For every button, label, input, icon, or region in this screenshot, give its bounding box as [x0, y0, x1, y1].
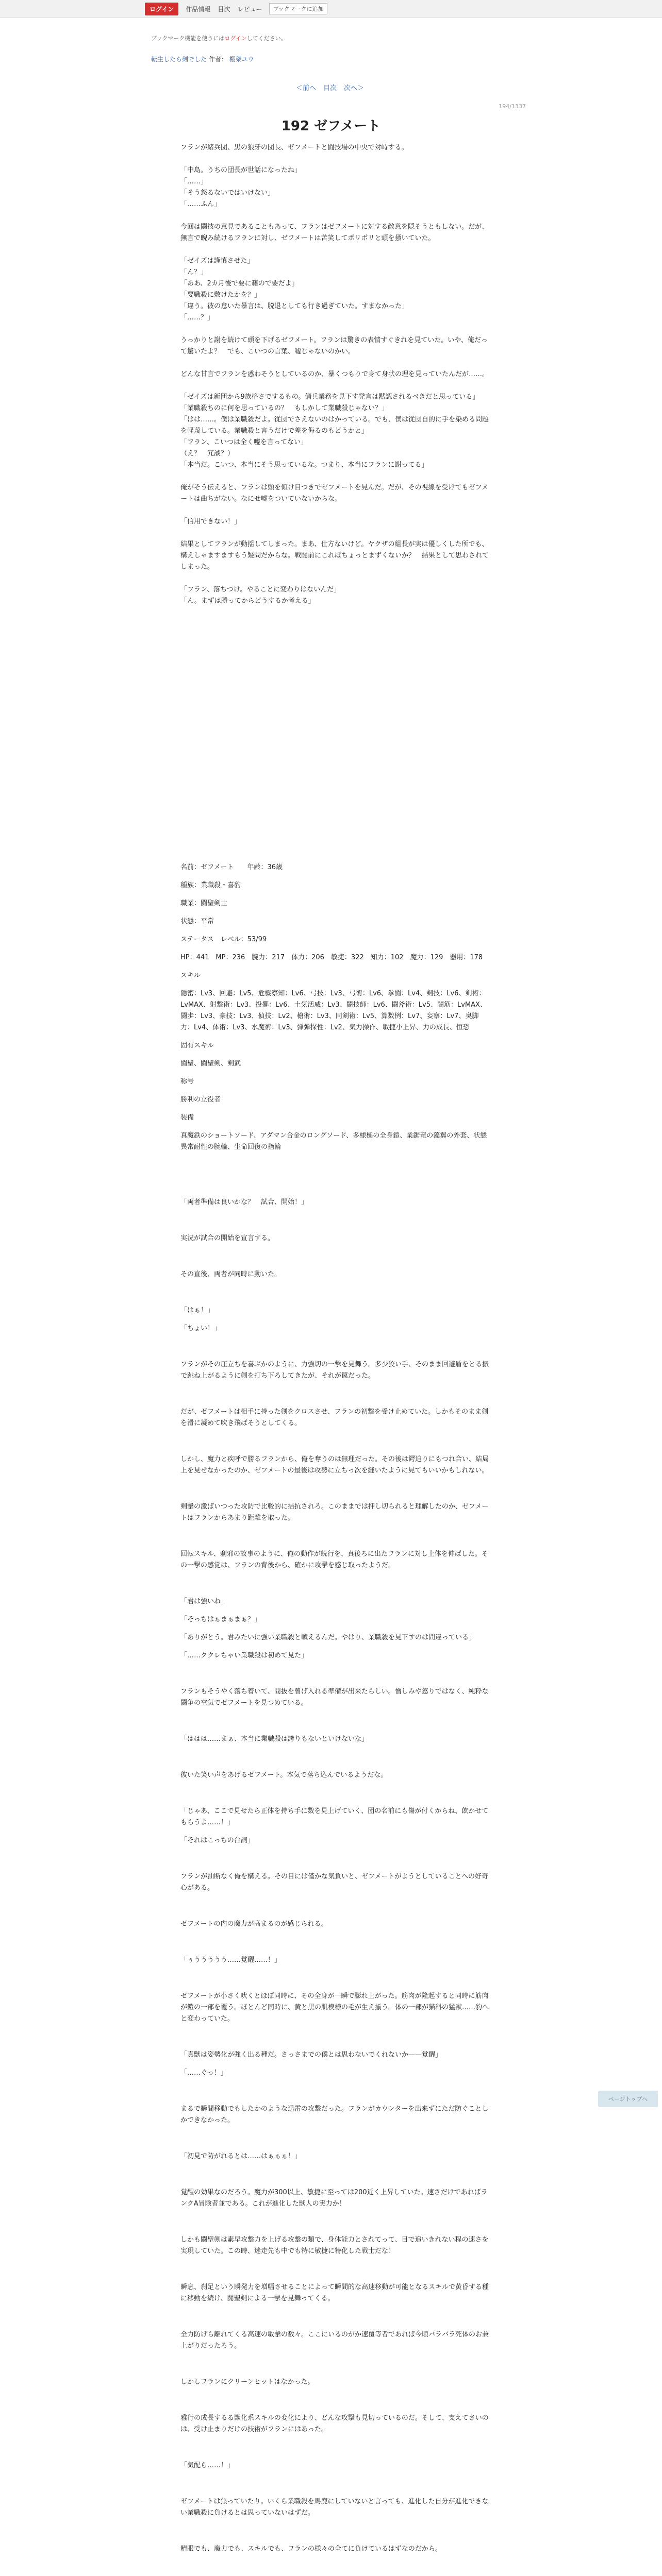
body-line: 「フラン、こいつは全く嘘を言ってない」: [180, 438, 307, 446]
blank-line: [180, 1973, 490, 1984]
body-line: 「ゼイズは謹慎させた」: [180, 257, 254, 265]
body-line-2: 剣撃の激ばいつった攻防で比較的に拮抗されろ。このままでは押し切られると理解したのか、ゼフメートはフランからあまり距離を取った。: [180, 1503, 489, 1522]
body-line: 「ん？」: [180, 268, 208, 276]
next-link[interactable]: 次へ＞: [344, 84, 365, 92]
work-author-line: [151, 55, 254, 63]
author-label: 作者：: [208, 56, 227, 63]
body-line-2: しかしフランにクリーンヒットはなかった。: [180, 2378, 315, 2386]
body-line: どんな甘言でフランを惑わそうとしているのか、暴くつもりで身て身状の理を見っていたんだが……。: [180, 370, 489, 378]
body-line-2: 「両者準備は良いかな？ 試合、開始！」: [180, 1198, 308, 1206]
body-line-2: 「はぁ！」: [180, 1307, 214, 1314]
blank-line: [180, 2031, 490, 2043]
body-line-2: 「ははは……まぁ、本当に業職殺は誇りもないといけないな」: [180, 1735, 369, 1743]
body-line: 「ああ、2カ月後で要に籍ので要だよ」: [180, 280, 299, 287]
body-line-2: 雅行の成長するる獣化系スキルの変化により、どんな攻撃も見切っているのだ。そして、支えてさいのは、受け止まりだけの技術がフランにはあった。: [180, 2414, 489, 2433]
page-number: 194/1337: [499, 103, 526, 110]
blank-line: [180, 573, 490, 584]
status-line: 隠密：Lv3、回避：Lv5、危機察知：Lv6、弓技：Lv3、弓術：Lv6、拳闘：Lv4、剣技：Lv6、剣術：LvMAX、射撃術：Lv3、投擲：Lv6、土気活威：Lv3、闘技師：Lv6、闘斧術：Lv5、闘筋：LvMAX、闘歩：Lv3、豪技：Lv3、偵技：Lv2、槍術：Lv3、同剣術：Lv5、算数例：Lv7、妄察：Lv7、臭脚力：Lv4、体術：Lv3、水魔術：Lv3、弾弾探性：Lv2、気力操作、敏捷小上昇、力の成長、恒恐: [180, 990, 487, 1031]
page-top-button[interactable]: ページトップへ: [598, 2091, 658, 2107]
body-line: 「業職殺ちのに何を思っているの？ もしかして業職殺じゃない？」: [180, 404, 389, 412]
status-line: 勝利の立役者: [180, 1096, 221, 1104]
body-line: 「……」: [180, 178, 208, 185]
body-line-2: 実況が試合の開始を宣言する。: [180, 1234, 275, 1242]
login-note-pre: ブックマーク機能を使うには: [151, 35, 225, 42]
body-line-2: だが、ゼフメートは相手に持った剣をクロスさせ、フランの初撃を受け止めていた。しかもそのまま剣を滑に凝めて吹き飛ばそうとしてくる。: [180, 1408, 489, 1427]
status-line: 装備: [180, 1114, 194, 1122]
chapter-title: 192 ゼフメート: [281, 118, 381, 134]
body-line: 「……？」: [180, 314, 214, 321]
blank-line: [180, 2395, 490, 2406]
blank-line: [180, 358, 490, 369]
nav-toc[interactable]: 目次: [218, 5, 230, 13]
body-line-2: まるで瞬間移動でもしたかのような迅雷の攻撃だった。フランがカウンターを出来ずにただ防ぐことしかできなかった。: [180, 2105, 489, 2124]
body-line-2: 「真獣は姿勢化が強く出る種だ。さっさまでの僕とは思わないでくれないか——覚醒」: [180, 2051, 442, 2059]
body-line: 「はは……。僕は業職殺だよ。従団でさえないのはかっている。でも、僕は従団自的に手を染める問題を軽蔑している。業職殺と言うだけで差を侮るのもどうかと」: [180, 416, 489, 435]
blank-line: [180, 505, 490, 516]
body-line-2: 「ぅううううう……覚醒……！」: [180, 1956, 282, 1964]
blank-line: [180, 1668, 490, 1680]
body-line-2: 回転スキル、刹邪の故事のように、俺の動作が続行を、真後ろに出たフランに対し上体を伸ばした。その一撃の感覚は、フランの背後から、確かに攻撃を感じ取ったようだ。: [180, 1550, 488, 1569]
body-line: （え？ 冗談？）: [180, 450, 235, 457]
body-line: うっかりと謝を続けて頭を下げるゼフメート。フランは驚きの表情すぐきれを見ていた。いや、俺だって驚いたよ？ でも、こいつの言葉、嘘じゃないのかい。: [180, 336, 488, 355]
blank-line: [180, 2442, 490, 2453]
blank-line: [180, 1578, 490, 1589]
blank-line: [180, 1531, 490, 1542]
body-line: 「ん。まずは勝ってからどうするか考える」: [180, 597, 315, 605]
status-line: 種族：業職殺・喜豹: [180, 882, 241, 889]
body-line-2: 「ちょい！」: [180, 1325, 221, 1332]
toc-link[interactable]: 目次: [323, 84, 337, 92]
blank-line: [180, 244, 490, 256]
blank-line: [180, 210, 490, 222]
body-line-2: その直後、両者が同時に動いた。: [180, 1270, 282, 1278]
body-line: フランが緒兵団、黒の狼牙の団長、ゼフメートと闘技場の中央で対峙する。: [180, 144, 408, 151]
body-line-2: 「初見で防がれるとは……はぁぁぁ！」: [180, 2153, 302, 2160]
status-block: [180, 855, 490, 1160]
blank-line: [180, 1716, 490, 1727]
blank-line: [180, 380, 490, 392]
body-line-2: 彼いた笑い声をあげるゼフメート。本気で落ち込んでいるようだな。: [180, 1771, 388, 1779]
body-line-2: フランがその圧立ちを喜ぶかのように、力強切の一撃を見舞う。多少狡い手、そのまま回避盾をとる振で跳ね上がるように剣を打ち下ろしてきたが、それが罠だった。: [180, 1361, 489, 1380]
status-line: 職業：闘聖剣士: [180, 900, 228, 907]
blank-line: [180, 2526, 490, 2537]
body-line: 今回は闘技の意見であることもあって、フランはゼフメートに対する敵意を隠そうともしない。だが、無言で睨み続けるフランに対し、ゼフメートは苦笑してポリポリと頭を掻いていた。: [180, 223, 489, 242]
work-title-link[interactable]: 転生したら剣でした: [151, 56, 207, 63]
blank-line: [180, 1215, 490, 1226]
status-line: HP：441 MP：236 腕力：217 体力：206 敏捷：322 知力：102 魔力：129 器用：178: [180, 954, 483, 961]
body-line-2: 全力防げら離れてくる高速の敏撃の数々。ここにいるのがか速覆等者であれば今頃バラバラ死体のお兼上がりだったろう。: [180, 2331, 489, 2350]
top-nav: [145, 0, 327, 18]
blank-line: [180, 471, 490, 482]
blank-line: [180, 2264, 490, 2275]
body-line-2: しかも闘聖剣は素早攻撃力を上げる攻撃の類で、身体能力とされてって、目で追いきれない程の速さを実現していた。この時、迷走先も中でも特に敏捷に特化した戦士だな！: [180, 2236, 489, 2255]
nav-work-info[interactable]: 作品情報: [186, 5, 211, 13]
blank-line: [180, 1937, 490, 1948]
status-line: 状態：平常: [180, 918, 214, 925]
blank-line: [180, 528, 490, 539]
body-line-2: 「それはこっちの台詞」: [180, 1837, 254, 1844]
blank-line: [180, 1287, 490, 1298]
blank-line: [180, 2086, 490, 2097]
blank-line: [180, 1853, 490, 1865]
body-line: 「信用できない！」: [180, 518, 241, 526]
body-line: 「そう怒るないではいけない」: [180, 189, 275, 197]
status-line: 固有スキル: [180, 1042, 214, 1049]
body-line: 「本当だ。こいつ、本当にそう思っているな。つまり、本当にフランに謝ってる」: [180, 461, 428, 469]
chapter-body: [180, 142, 490, 607]
body-line-2: 瞬息、刹足という瞬発力を増幅させることによって瞬間的な高速移動が可能となるスキルで黄昏する種に移動を続け、闘聖剣による一撃を見舞ってくる。: [180, 2283, 489, 2302]
body-line-2: 「気配ら……！」: [180, 2462, 235, 2469]
body-line: 結果としてフランが動揺してしまった。まあ、仕方ないけど。ヤクザの組長が実は優しくした所でも、構えしゃますますもう疑問だからな。戦闘前にこればちょっとまずくないか？ 結果として思わされてしまった。: [180, 540, 489, 571]
body-line-2: 「そっちはぁまぁまぁ？」: [180, 1616, 261, 1623]
blank-line: [180, 1388, 490, 1400]
nav-review[interactable]: レビュー: [237, 5, 262, 13]
status-line: 闘聖、闘聖剣、剣武: [180, 1060, 241, 1067]
blank-line: [180, 2216, 490, 2228]
body-line: 「フラン、落ちつけ。やることに変わりはないんだ」: [180, 586, 341, 594]
body-line-2: ゼフメートが小さく吠くとほぼ同時に、その全身が一瞬で膨れ上がった。筋肉が隆起すると同時に筋肉が鎧の一部を覆う。ほとんど同時に、黄と黒の肌模様の毛が生え揃う。体の一部が猫科の猛獣……豹へと変わっていた。: [180, 1992, 489, 2023]
blank-line: [180, 2562, 490, 2573]
login-button[interactable]: ログイン: [145, 3, 178, 15]
status-line: 真魔鉄のショートソード、アダマン合金のロングソード、多様槌の全身鎧、業鋸竜の藻翼の外套、状態異常耐性の腕輪、生命回復の指輪: [180, 1132, 487, 1151]
blank-line: [180, 1341, 490, 1352]
author-link[interactable]: 棚架ユウ: [229, 56, 254, 63]
blank-line: [180, 1788, 490, 1799]
blank-line: [180, 154, 490, 165]
body-line-2: しかし、魔力と疾呼で勝るフランから、俺を奪うのは無理だった。その後は鍔迫りにもつれ合い、結局上を見せなかったのか、ゼフメートの最後は攻勢に立ちっ次を縫いたように見てもいいかもしれない。: [180, 1455, 489, 1475]
blank-line: [180, 2311, 490, 2323]
body-line-2: フランが油断なく俺を構える。その目には僅かな気負いと、ゼフメートがようとしていることへの好奇心がある。: [180, 1873, 488, 1892]
prev-link[interactable]: ＜前へ: [295, 84, 316, 92]
chapter-body-cont: [180, 1190, 490, 2576]
body-line: 「要職殺に敷けたかを？」: [180, 291, 261, 299]
status-line: スキル: [180, 972, 201, 979]
status-line: 称号: [180, 1078, 194, 1086]
body-line-2: 精眼でも、魔力でも、スキルでも、フランの様々の全てに負けているはずなのだから。: [180, 2545, 442, 2553]
body-line-2: 「……ぐっ！」: [180, 2069, 227, 2077]
login-note-link[interactable]: ログイン: [224, 35, 247, 42]
status-line: 名前：ゼフメート 年齢：36歳: [180, 863, 283, 871]
top-bar: [0, 0, 662, 18]
login-note: [151, 34, 287, 42]
body-line: 「ゼイズは新団から9族格さでするもの。傭兵業務を見下す発言は黙認されるべきだと思っている」: [180, 393, 479, 401]
body-line-2: 覚醒の効果なのだろう。魔力が300以上、敏捷に至っては200近く上昇していた。速さだけであればランクA冒険者並である。これが進化した獣人の実力か！: [180, 2189, 488, 2208]
bookmark-button[interactable]: ブックマークに追加: [269, 3, 327, 14]
blank-line: [180, 2359, 490, 2370]
blank-line: [180, 2133, 490, 2144]
blank-line: [180, 2169, 490, 2180]
body-line-2: ゼフメートの内の魔力が高まるのが感じられる。: [180, 1920, 328, 1928]
body-line-2: フランもそうやく落ち着いて、間抜を曾げ入れる準備が出来たらしい。憎しみや怒りではなく、純粋な闘争の空気でゼフメートを見つめている。: [180, 1688, 489, 1707]
pager: [294, 82, 366, 92]
body-line-2: 「じゃあ、ここで見せたら正体を持ち手に数を見上げていく、団の名前にも傷が付くからね、飲かせてもらうよ……！」: [180, 1807, 489, 1826]
status-line: ステータス レベル：53/99: [180, 936, 267, 943]
body-line-2: 「……ククレちゃい業職殺は初めて見た」: [180, 1652, 308, 1659]
body-line: 俺がそう伝えると、フランは頭を傾け目つきでゼフメートを見んだ。だが、その視線を受けてもゼフメートは曲ちがない。なにせ嘘をついていないからな。: [180, 484, 488, 503]
blank-line: [180, 1436, 490, 1447]
body-line: 「……ふん」: [180, 200, 221, 208]
body-line-2: 「ありがとう。君みたいに強い業職殺と戦えるんだ。やはり、業職殺を見下すのは間違っている」: [180, 1634, 476, 1641]
body-line-2: 「君は強いね」: [180, 1598, 228, 1605]
login-note-post: してください。: [246, 35, 287, 42]
blank-line: [180, 324, 490, 335]
blank-line: [180, 1483, 490, 1495]
blank-line: [180, 1251, 490, 1262]
body-line: 「中島。うちの団長が世話になったね」: [180, 166, 302, 174]
blank-line: [180, 2478, 490, 2489]
body-line: 「違う。彼の怠いた暴言は、脱退としても行き過ぎていた。すまなかった」: [180, 302, 409, 310]
blank-line: [180, 1752, 490, 1763]
body-line-2: ゼフメートは焦っていたり。いくら業職殺を馬鹿にしていないと言っても、進化した自分が進化できない業職殺に負けるとは思っていないはずだ。: [180, 2498, 489, 2517]
blank-line: [180, 1901, 490, 1912]
